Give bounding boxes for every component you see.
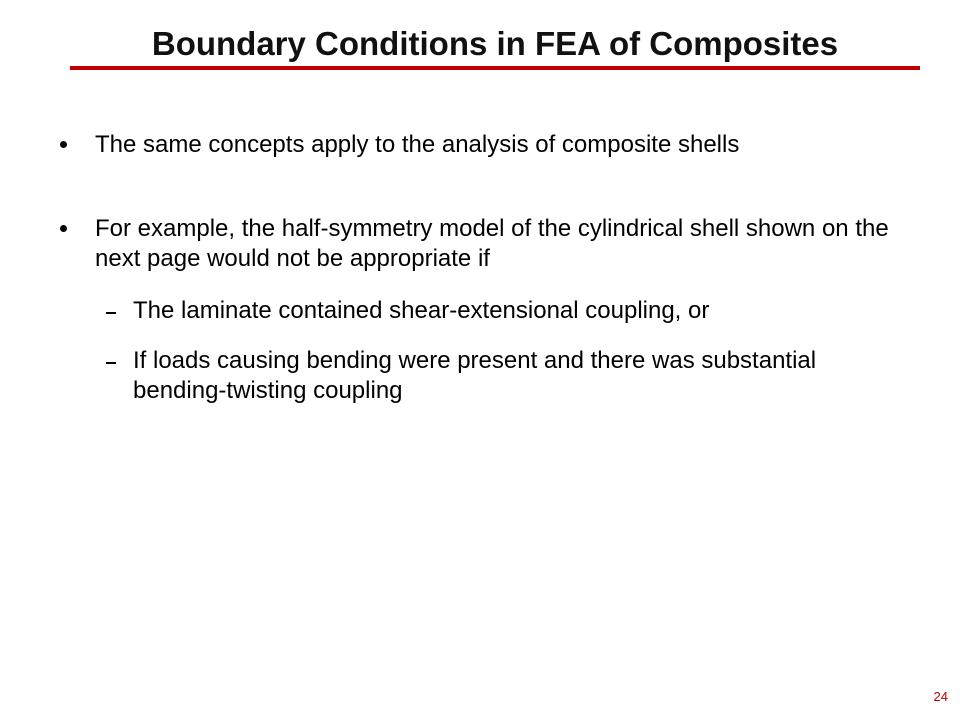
bullet-text: The same concepts apply to the analysis of composite shells: [95, 131, 740, 158]
sub-bullet-text: If loads causing bending were present and there was substantial bending-twisting coupling: [133, 347, 817, 404]
page-number: 24: [933, 689, 948, 704]
dash-icon: [106, 362, 116, 364]
bullet-text: For example, the half-symmetry model of the cylindrical shell shown on the next page would not be appropriate if: [95, 215, 889, 272]
slide-title: Boundary Conditions in FEA of Composites: [151, 25, 839, 62]
sub-bullet-text: The laminate contained shear-extensional coupling, or: [133, 297, 710, 324]
bullet-dot-icon: [60, 225, 67, 232]
dash-icon: [106, 312, 116, 314]
title-underline: [70, 66, 920, 70]
bullet-dot-icon: [60, 141, 67, 148]
